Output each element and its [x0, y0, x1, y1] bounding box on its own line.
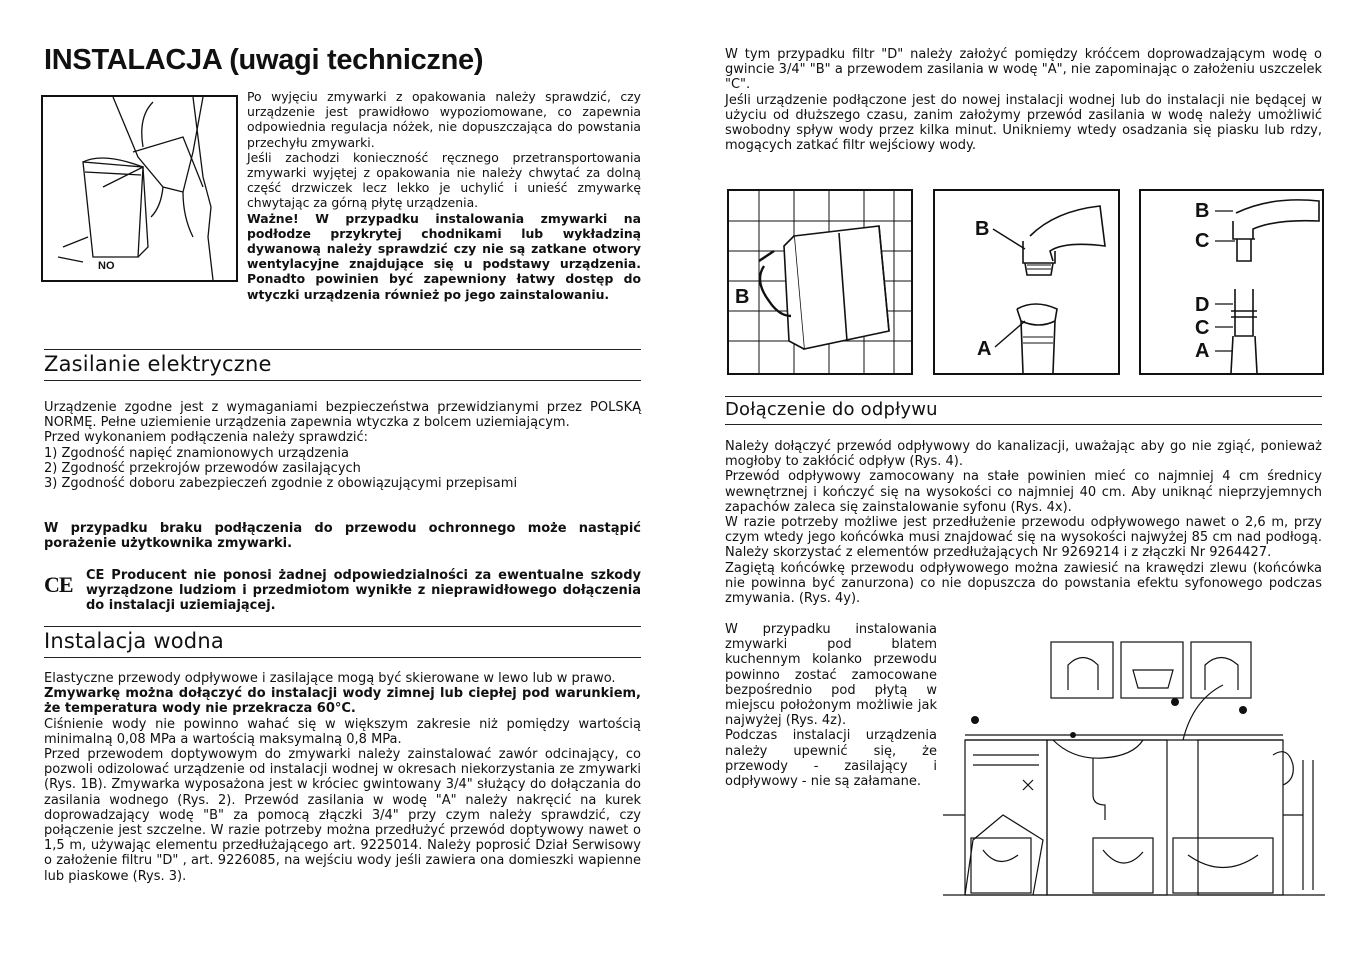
- electric-warning-block: [44, 521, 641, 551]
- drain-para-2: Przewód odpływowy zamocowany na stałe powinien mieć co najmniej 4 cm średnicy wewnętrznej i kończyć się na wysokości co najmniej 40 cm. Aby uniknąć nieprzyjemnych zapachów zaleca się zainstalowanie syfonu (Rys. 4x).: [725, 469, 1322, 515]
- figure-label-no: NO: [98, 260, 115, 272]
- section-heading-water: Instalacja wodna: [44, 626, 641, 658]
- water-bold: Zmywarkę można dołączyć do instalacji wody zimnej lub ciepłej pod warunkiem, że temperatura wody nie przekracza 60°C.: [44, 686, 641, 717]
- ce-block: [86, 568, 641, 614]
- electric-item-2: 2) Zgodność przekrojów przewodów zasilających: [44, 460, 361, 476]
- drain-para-4: Zagiętą końcówkę przewodu odpływowego można zawiesić na krawędzi zlewu (końcówka nie powinna być zanurzona) co nie dopuszcza do powstania efektu syfonowego podczas zmywania. (Rys. 4y).: [725, 560, 1322, 607]
- figure-4-drain-diagram: [943, 640, 1325, 932]
- figure-1-valve: [727, 189, 913, 375]
- electric-item-3: 3) Zgodność doboru zabezpieczeń zgodnie z obowiązującymi przepisami: [44, 476, 518, 492]
- drain-para-3: W razie potrzeby możliwe jest przedłużenie przewodu odpływowego nawet o 2,6 m, przy czym wtedy jego końcówka musi znajdować się na wysokości najwyżej 85 cm nad podłogą. Należy skorzystać z elementów przedłużających Nr 9269214 i z złączki Nr 9264427.: [725, 515, 1322, 561]
- electric-para-2: Przed wykonaniem podłączenia należy sprawdzić:: [44, 430, 369, 446]
- fig3-label-c1: C: [1195, 230, 1210, 252]
- water-para-1: Elastyczne przewody odpływowe i zasilające mogą być skierowane w lewo lub w prawo.: [44, 671, 616, 686]
- intro-para-1: Po wyjęciu zmywarki z opakowania należy sprawdzić, czy urządzenie jest prawidłowo wypoziomowane, co zapewnia odpowiednia regulacja nóżek, nie dopuszczająca do powstania przechyłu zmywarki.: [247, 89, 641, 150]
- section-heading-drain: Dołączenie do odpływu: [725, 396, 1322, 425]
- intro-warning: Ważne! W przypadku instalowania zmywarki na podłodze przykrytej chodnikami lub wykładziną dywanową należy sprawdzić czy nie są zatkane otwory wentylacyjne znajdujące się u podstawy urządzenia. Ponadto powinien być zapewniony łatwy dostęp do wtyczki urządzenia również po jego zainstalowaniu.: [247, 210, 641, 302]
- fig2-label-b: B: [975, 218, 990, 240]
- figure-2-connection: [933, 189, 1120, 375]
- fig3-label-c2: C: [1195, 317, 1210, 339]
- intro-para-2: Jeśli zachodzi konieczność ręcznego przetransportowania zmywarki wyjętej z opakowania nie należy chwytać za dolną część drzwiczek lecz lekko je uchylić i unieść zmywarkę chwytając za górną płytę urządzenia.: [247, 149, 641, 211]
- fig1-label-b: B: [735, 286, 750, 308]
- water-text: [44, 671, 641, 884]
- water-para-2: Ciśnienie wody nie powinno wahać się w większym zakresie niż pomiędzy wartością minimalną 0,08 MPa a wartością maksymalną 0,8 MPa.: [44, 716, 641, 747]
- ce-mark-icon: CE: [44, 572, 73, 597]
- fig2-label-a: A: [977, 338, 992, 360]
- electric-text: [44, 400, 641, 491]
- section-heading-electric: Zasilanie elektryczne: [44, 349, 641, 381]
- filter-para-2: Jeśli urządzenie podłączone jest do nowej instalacji wodnej lub do instalacji nie będącej w użyciu od dłuższego czasu, zanim założymy przewód zasilania w wodę należy umożliwić swobodny spływ wody przez kilka minut. Unikniemy wtedy osadzania się piasku lub rdzy, mogących zatkać filtr wejściowy wody.: [725, 92, 1322, 154]
- fig3-label-b: B: [1195, 200, 1210, 222]
- drain-narrow-text: [725, 622, 937, 789]
- electric-warning: W przypadku braku podłączenia do przewodu ochronnego może nastąpić porażenie użytkownika zmywarki.: [44, 521, 641, 552]
- water-para-3: Przed przewodem doptywowym do zmywarki należy zainstalować zawór odcinający, co pozwoli odizolować urządzenie od instalacji wodnej w okresach niekorzystania ze zmywarki (Rys. 1B). Zmywarka wyposażona jest w króciec gwintowany 3/4" służący do dołączania do zasilania wodnego (Rys. 2). Przewód zasilania w wodę "A" należy nakręcić na kurek doprowadzający wodę "B" za pomocą złączki 3/4" przy czym należy sprawdzić, czy połączenie jest szczelne. W razie potrzeby można przedłużyć przewód doptywowy nawet o 1,5 m, używając elementu przedłużającego art. 9225014. Należy poprosić Dział Serwisowy o założenie filtru "D" , art. 9226085, na wejściu wody jeśli zawiera ona domieszki wapienne lub piaskowe (Rys. 3).: [44, 747, 641, 884]
- drain-para-1: Należy dołączyć przewód odpływowy do kanalizacji, uważając aby go nie zgiąć, ponieważ mogłoby to zakłócić odpływ (Rys. 4).: [725, 439, 1322, 470]
- figure-lifting-dishwasher: [41, 95, 238, 282]
- filter-para-1: W tym przypadku filtr "D" należy założyć pomiędzy króćcem doprowadzającym wodę o gwincie 3/4" "B" a przewodem zasilania w wodę "A", nie zapominając o założeniu uszczelek "C".: [725, 47, 1322, 93]
- intro-text: [247, 89, 641, 302]
- electric-item-1: 1) Zgodność napięć znamionowych urządzenia: [44, 445, 349, 461]
- fig3-label-d: D: [1195, 294, 1210, 316]
- page-title: INSTALACJA (uwagi techniczne): [44, 44, 484, 76]
- figure-3-filter: [1139, 189, 1324, 375]
- drain-para-5: W przypadku instalowania zmywarki pod blatem kuchennym kolanko przewodu powinno zostać zamocowane bezpośrednio pod płytą w miejscu położonym możliwie jak najwyżej (Rys. 4z).: [725, 622, 937, 729]
- drain-text: [725, 439, 1322, 606]
- drain-para-6: Podczas instalacji urządzenia należy upewnić się, że przewody - zasilający i odpływowy - nie są załamane.: [725, 728, 937, 790]
- fig3-label-a: A: [1195, 340, 1210, 362]
- ce-text: CE Producent nie ponosi żadnej odpowiedzialności za ewentualne szkody wyrządzone ludziom i przedmiotom wynikłe z nieprawidłowego dołączenia do instalacji uziemiającej.: [86, 568, 641, 614]
- filter-text: [725, 47, 1322, 153]
- electric-para-1: Urządzenie zgodne jest z wymaganiami bezpieczeństwa przewidzianymi przez POLSKĄ NORMĘ. Pełne uziemienie urządzenia zapewnia wtyczka z bolcem uziemiającym.: [44, 400, 641, 431]
